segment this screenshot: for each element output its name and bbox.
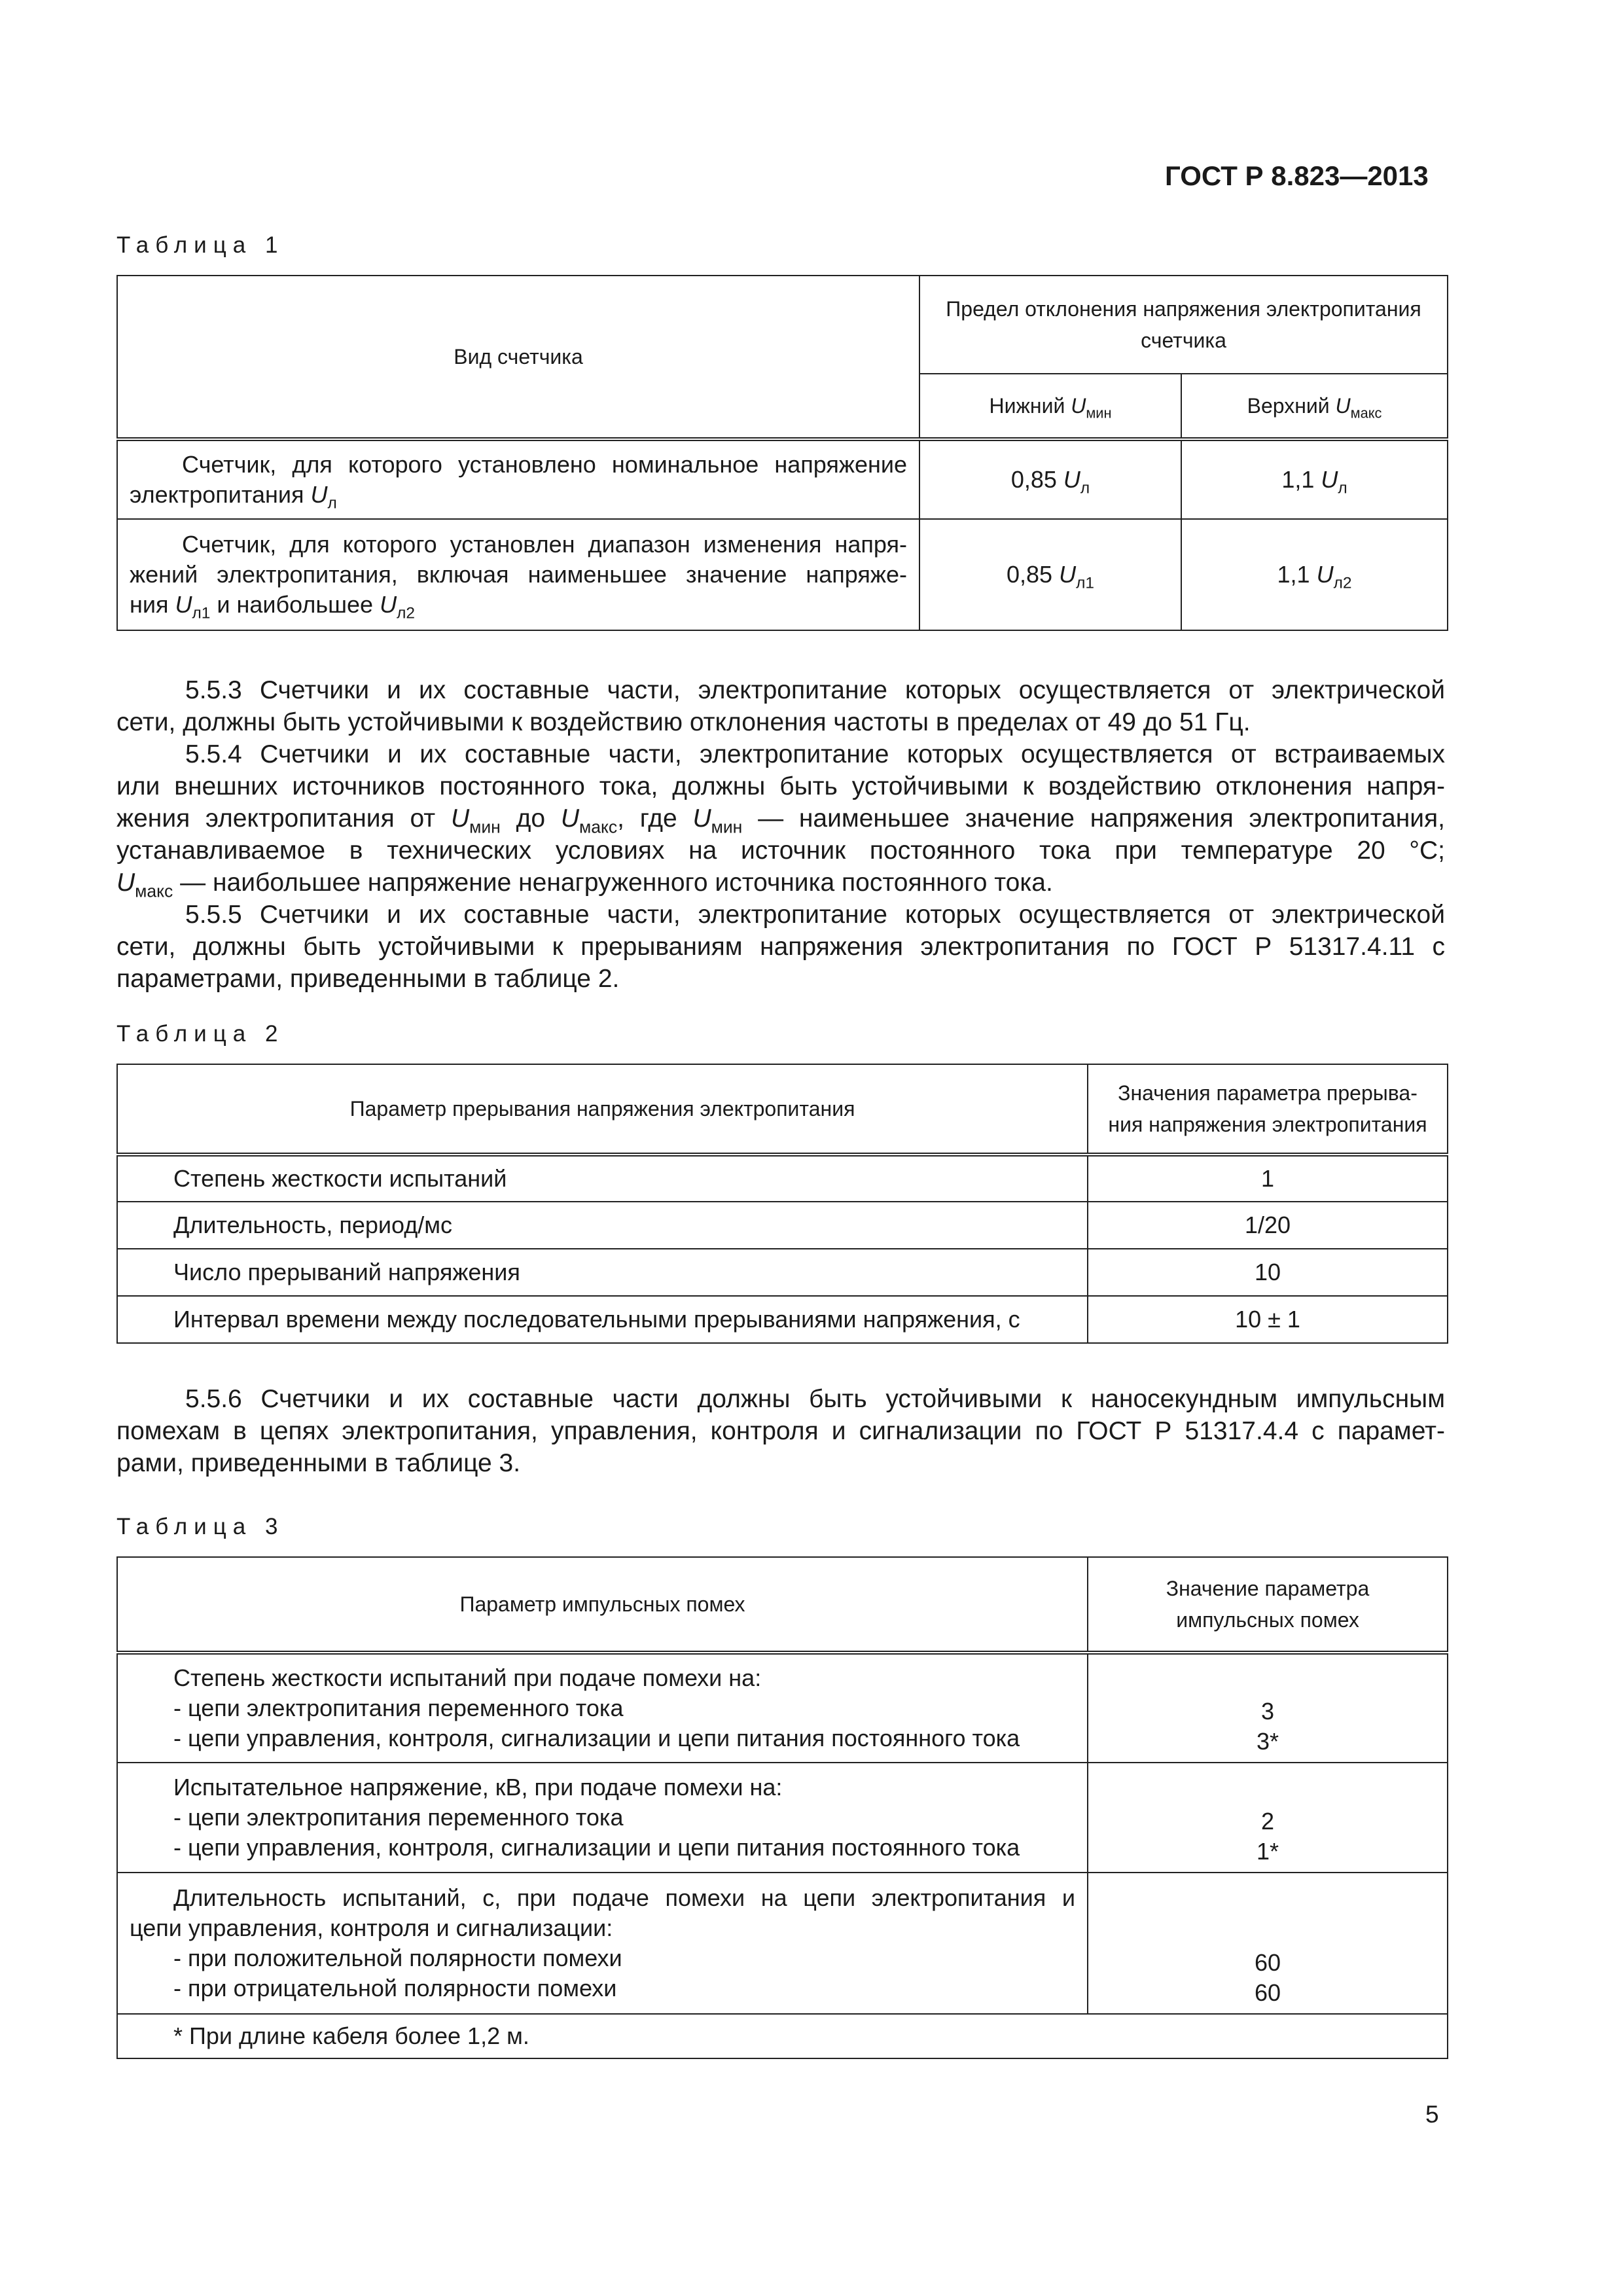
table2-row-param: Степень жесткости испытаний [117,1155,1088,1202]
paragraph-5-5-4: 5.5.4 Счетчики и их составные части, электропитание которых осуществляется от встраиваемых или внешних источников постоянного тока, должны быть устойчивыми к воздействию отклонения напря- жения электропитания от $U_{мин}$ до $U_{макс}$, где $U_{мин}$ — наименьшее значение напряжения электропитания, устанавливаемое в технических условиях на источник постоянного тока при температуре 20 °С; $U_{макс}$ — наибольшее напряжение ненагруженного источника постоянного тока. [116,740,1445,901]
paragraph-5-5-6: 5.5.6 Счетчики и их составные части должны быть устойчивыми к наносекундным импульсным помехам в цепях электропитания, управления, контроля и сигнализации по ГОСТ Р 51317.4.4 с парамет- рами, приведенными в таблице 3. [116,1385,1445,1477]
document-code: ГОСТ Р 8.823—2013 [1165,160,1429,191]
table1-header-upper: Верхний $U_{макс}$ [1181,374,1448,439]
table3-group-severity: Степень жесткости испытаний при подаче помехи на: - цепи электропитания переменного тока - цепи управления, контроля, сигнализации и цепи питания постоянного тока [117,1653,1088,1763]
table1-row1-desc: Счетчик, для которого установлено номинальное напряжение электропитания $U_л$ [117,439,919,519]
table2-header-param: Параметр прерывания напряжения электропитания [117,1064,1088,1155]
table3-group-voltage: Испытательное напряжение, кВ, при подаче помехи на: - цепи электропитания переменного тока - цепи управления, контроля, сигнализации и цепи питания постоянного тока [117,1763,1088,1873]
table2-row-param: Длительность, период/мс [117,1202,1088,1249]
table1-row1-lower: 0,85 $U_л$ [919,439,1181,519]
table2-row-value: 1/20 [1088,1202,1448,1249]
paragraph-5-5-5: 5.5.5 Счетчики и их составные части, электропитание которых осуществляется от электрической сети, должны быть устойчивыми к прерываниям напряжения электропитания по ГОСТ Р 51317.4.11 с параметрами, приведенными в таблице 2. [116,901,1445,993]
table3-header-param: Параметр импульсных помех [117,1557,1088,1653]
page-number: 5 [1425,2101,1439,2128]
table1-header-limit: Предел отклонения напряжения электропитания счетчика [919,276,1448,374]
table1-header-type: Вид счетчика [117,276,919,439]
table3-group-voltage-values: 2 1* [1088,1763,1448,1873]
table1-row2-lower: 0,85 $U_{л1}$ [919,519,1181,630]
table2-row-value: 1 [1088,1155,1448,1202]
table3 [116,1556,1448,2059]
table2-row-value: 10 [1088,1249,1448,1296]
table1-header-lower: Нижний $U_{мин}$ [919,374,1181,439]
table2-row-value: 10 ± 1 [1088,1296,1448,1343]
table1-row2-desc: Счетчик, для которого установлен диапазон изменения напря- жений электропитания, включая наименьшее значение напряже- ния $U_{л1}$ и наибольшее $U_{л2}$ [117,519,919,630]
table2-caption: Таблица 2 [116,1021,285,1047]
table3-footnote: * При длине кабеля более 1,2 м. [117,2014,1448,2058]
table2-header-value: Значения параметра прерыва- ния напряжения электропитания [1088,1064,1448,1155]
table1-row2-upper: 1,1 $U_{л2}$ [1181,519,1448,630]
table2 [116,1064,1448,1344]
table1-caption: Таблица 1 [116,232,285,258]
table2-row-param: Число прерываний напряжения [117,1249,1088,1296]
table3-group-duration: Длительность испытаний, с, при подаче помехи на цепи электропитания и цепи управления, контроля и сигнализации: - при положительной полярности помехи - при отрицательной полярности помехи [117,1873,1088,2014]
paragraph-5-5-3: 5.5.3 Счетчики и их составные части, электропитание которых осуществляется от электрической сети, должны быть устойчивыми к воздействию отклонения частоты в пределах от 49 до 51 Гц. [116,676,1445,736]
table3-group-duration-values: 60 60 [1088,1873,1448,2014]
table1 [116,275,1448,631]
table1-row1-upper: 1,1 $U_л$ [1181,439,1448,519]
table3-caption: Таблица 3 [116,1514,285,1539]
table3-group-severity-values: 3 3* [1088,1653,1448,1763]
table2-row-param: Интервал времени между последовательными прерываниями напряжения, с [117,1296,1088,1343]
table3-header-value: Значение параметра импульсных помех [1088,1557,1448,1653]
